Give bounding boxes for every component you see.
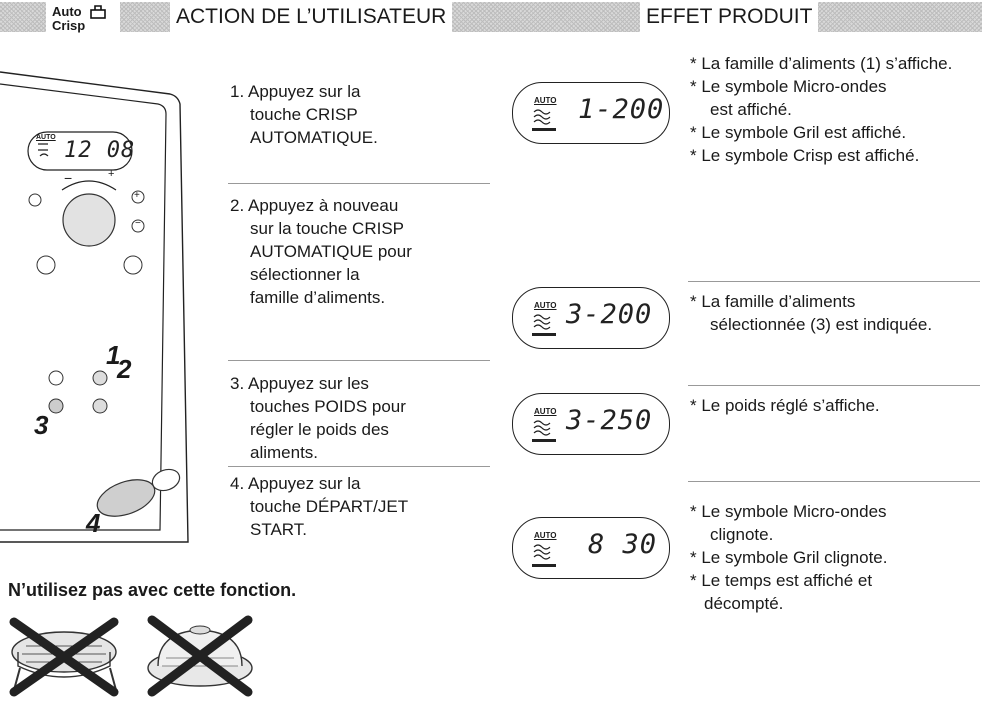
auto-crisp-logo <box>46 2 120 35</box>
crossed-out-rack-icon <box>6 612 126 698</box>
microwave-icon <box>532 108 554 130</box>
lcd-digits: 3-200 <box>566 299 653 330</box>
effect-item: * Le symbole Gril clignote. <box>690 548 888 567</box>
header-band <box>0 2 982 32</box>
lcd-digits: 1-200 <box>578 94 665 125</box>
effect-item: * La famille d’aliments (1) s’affiche. <box>690 54 953 73</box>
warning-text: N’utilisez pas avec cette fonction. <box>8 580 297 600</box>
panel-display-time: 12 08 <box>64 138 136 163</box>
step-1 <box>230 80 490 149</box>
effects-group-2 <box>690 290 960 336</box>
panel-display-auto: AUTO <box>36 134 56 141</box>
effect-item: * Le symbole Micro-ondes clignote. <box>690 502 887 544</box>
minus-button-icon: − <box>135 218 141 229</box>
step-2-line: 2. Appuyez à nouveau <box>230 196 399 215</box>
control-panel-illustration <box>0 60 200 550</box>
step-3-line: touches POIDS pour <box>250 397 406 416</box>
effects-group-1 <box>690 52 980 167</box>
grill-icon <box>532 564 556 567</box>
step-2-line: famille d’aliments. <box>250 288 386 307</box>
logo-auto: Auto <box>52 4 82 19</box>
effect-item: * Le symbole Crisp est affiché. <box>690 146 920 165</box>
grill-icon <box>532 128 556 131</box>
divider <box>688 281 980 282</box>
callout-1: 1 <box>106 340 121 370</box>
step-1-line: touche CRISP <box>250 105 358 124</box>
step-2 <box>230 194 490 309</box>
lcd-auto-label: AUTO <box>534 96 557 105</box>
effects-group-3 <box>690 394 980 417</box>
callout-3: 3 <box>34 410 49 440</box>
microwave-icon <box>532 543 554 565</box>
effect-column-title: EFFET PRODUIT <box>640 2 818 32</box>
callout-2: 2 <box>117 354 132 384</box>
grill-icon <box>532 439 556 442</box>
callout-4: 4 <box>86 508 101 538</box>
lcd-auto-label: AUTO <box>534 531 557 540</box>
step-1-line: 1. Appuyez sur la <box>230 82 361 101</box>
step-4-line: START. <box>250 520 307 539</box>
divider <box>688 385 980 386</box>
dial-plus-label: + <box>108 168 115 180</box>
divider <box>228 360 490 361</box>
effect-item: * La famille d’aliments sélectionnée (3) est indiquée. <box>690 292 933 334</box>
divider <box>688 481 980 482</box>
effect-item: * Le symbole Micro-ondes est affiché. <box>690 77 887 119</box>
step-1-line: AUTOMATIQUE. <box>250 128 378 147</box>
dial-minus-label: − <box>64 170 73 186</box>
step-3 <box>230 372 490 464</box>
grill-icon <box>532 333 556 336</box>
effect-item: * Le temps est affiché et décompté. <box>690 571 873 613</box>
step-2-line: sélectionner la <box>250 265 360 284</box>
step-3-line: régler le poids des <box>250 420 389 439</box>
crisp-icon <box>90 3 106 19</box>
crossed-out-cover-icon <box>140 610 260 698</box>
effect-item: * Le poids réglé s’affiche. <box>690 396 880 415</box>
lcd-digits: 8 30 <box>588 529 658 560</box>
step-4 <box>230 472 490 541</box>
step-2-line: sur la touche CRISP <box>250 219 405 238</box>
effects-group-4 <box>690 500 980 615</box>
microwave-icon <box>532 419 554 441</box>
step-4-line: touche DÉPART/JET <box>250 497 409 516</box>
microwave-icon <box>532 313 554 335</box>
effect-item: * Le symbole Gril est affiché. <box>690 123 907 142</box>
plus-button-icon: + <box>134 190 140 201</box>
action-column-title: ACTION DE L’UTILISATEUR <box>170 2 452 32</box>
divider <box>228 183 490 184</box>
logo-crisp: Crisp <box>52 18 86 33</box>
lcd-digits: 3-250 <box>566 405 653 436</box>
lcd-auto-label: AUTO <box>534 301 557 310</box>
step-4-line: 4. Appuyez sur la <box>230 474 361 493</box>
step-3-line: 3. Appuyez sur les <box>230 374 369 393</box>
step-2-line: AUTOMATIQUE pour <box>250 242 412 261</box>
divider <box>228 466 490 467</box>
step-3-line: aliments. <box>250 443 319 462</box>
lcd-auto-label: AUTO <box>534 407 557 416</box>
